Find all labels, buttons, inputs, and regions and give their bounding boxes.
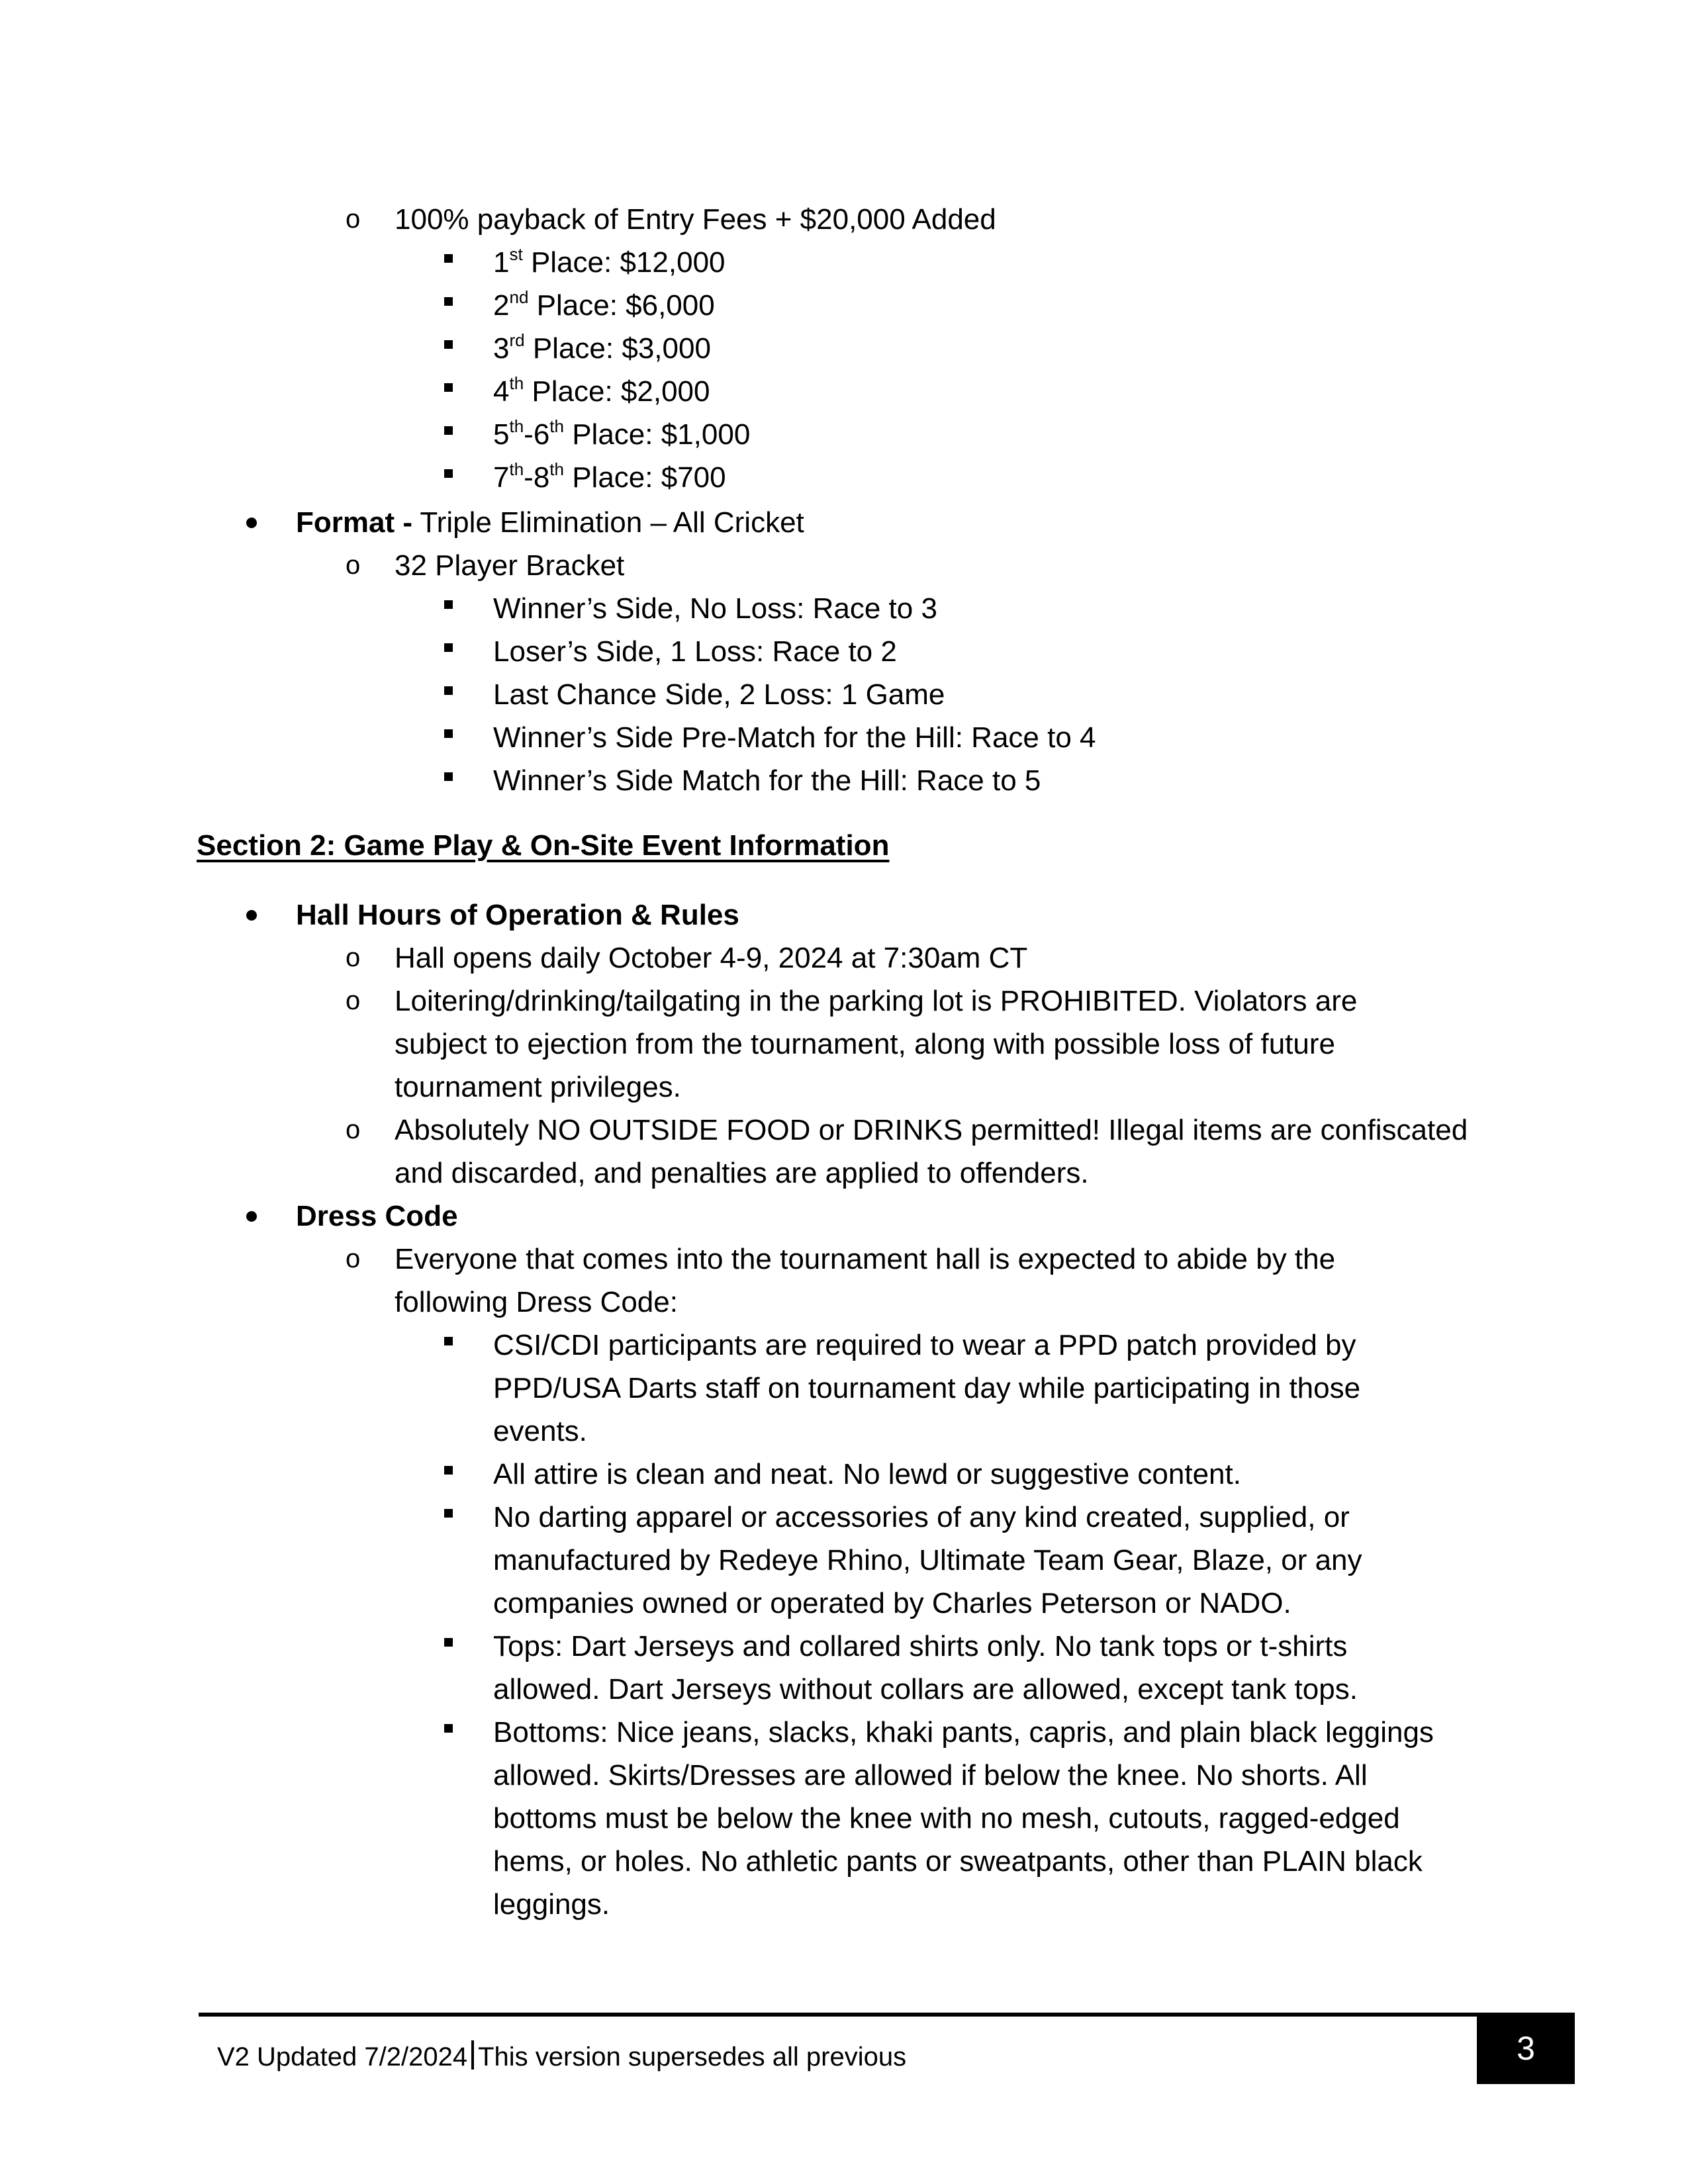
page-number: 3 [1477, 2013, 1575, 2084]
square-bullet-icon [444, 297, 453, 306]
dress-intro: Everyone that comes into the tournament hall is expected to abide by the [395, 1243, 1336, 1275]
place-text: 3rd Place: $3,000 [493, 330, 711, 365]
square-bullet-icon [444, 383, 453, 392]
list-item-continuation: companies owned or operated by Charles Peterson or NADO. [493, 1587, 1291, 1619]
section-heading: Section 2: Game Play & On-Site Event Information [197, 829, 890, 862]
circle-bullet-icon: o [346, 1244, 361, 1273]
list-item-continuation: and discarded, and penalties are applied to offenders. [395, 1157, 1089, 1189]
list-item-continuation: events. [493, 1415, 587, 1447]
dress-title: Dress Code [296, 1200, 458, 1232]
circle-bullet-icon: o [346, 943, 361, 972]
list-item: Absolutely NO OUTSIDE FOOD or DRINKS permitted! Illegal items are confiscated [395, 1114, 1468, 1146]
list-item: CSI/CDI participants are required to wear a PPD patch provided by [493, 1329, 1356, 1361]
disc-bullet-icon [246, 518, 257, 528]
square-bullet-icon [444, 600, 453, 609]
list-item: Winner’s Side Pre-Match for the Hill: Race to 4 [493, 721, 1096, 754]
list-item-continuation: allowed. Skirts/Dresses are allowed if below the knee. No shorts. All [493, 1759, 1368, 1792]
place-text: 7th-8th Place: $700 [493, 459, 726, 494]
square-bullet-icon [444, 1337, 453, 1345]
footer-version: V2 Updated 7/2/2024 [217, 2042, 468, 2071]
place-text: 4th Place: $2,000 [493, 373, 710, 408]
list-item-continuation: bottoms must be below the knee with no mesh, cutouts, ragged-edged [493, 1802, 1400, 1835]
list-item: Winner’s Side Match for the Hill: Race to 5 [493, 764, 1041, 797]
list-item-continuation: hems, or holes. No athletic pants or sweatpants, other than PLAIN black [493, 1845, 1423, 1878]
footer-separator [471, 2040, 474, 2070]
dress-intro-continuation: following Dress Code: [395, 1286, 678, 1318]
list-item: All attire is clean and neat. No lewd or suggestive content. [493, 1458, 1241, 1490]
footer-text [217, 2037, 906, 2077]
list-item: Loitering/drinking/tailgating in the parking lot is PROHIBITED. Violators are [395, 985, 1358, 1017]
square-bullet-icon [444, 643, 453, 652]
list-item: Tops: Dart Jerseys and collared shirts only. No tank tops or t-shirts [493, 1630, 1348, 1662]
list-item: Bottoms: Nice jeans, slacks, khaki pants, capris, and plain black leggings [493, 1716, 1434, 1749]
place-text: 5th-6th Place: $1,000 [493, 416, 751, 451]
square-bullet-icon [444, 1724, 453, 1733]
disc-bullet-icon [246, 1211, 257, 1222]
footer-divider [199, 2013, 1523, 2017]
list-item-continuation: tournament privileges. [395, 1071, 681, 1103]
list-item: No darting apparel or accessories of any kind created, supplied, or [493, 1501, 1350, 1533]
square-bullet-icon [444, 1509, 453, 1518]
hall-title: Hall Hours of Operation & Rules [296, 899, 739, 931]
square-bullet-icon [444, 340, 453, 349]
list-item-continuation: manufactured by Redeye Rhino, Ultimate Team Gear, Blaze, or any [493, 1544, 1362, 1576]
payback-header: 100% payback of Entry Fees + $20,000 Added [395, 203, 996, 236]
list-item-continuation: PPD/USA Darts staff on tournament day while participating in those [493, 1372, 1361, 1404]
list-item: Hall opens daily October 4-9, 2024 at 7:30am CT [395, 942, 1028, 974]
list-item: Winner’s Side, No Loss: Race to 3 [493, 592, 937, 625]
square-bullet-icon [444, 254, 453, 263]
list-item-continuation: allowed. Dart Jerseys without collars are allowed, except tank tops. [493, 1673, 1358, 1706]
list-item-continuation: subject to ejection from the tournament, along with possible loss of future [395, 1028, 1335, 1060]
square-bullet-icon [444, 772, 453, 781]
bracket-label: 32 Player Bracket [395, 549, 625, 582]
circle-bullet-icon: o [346, 551, 361, 580]
square-bullet-icon [444, 426, 453, 435]
square-bullet-icon [444, 1638, 453, 1647]
place-text: 1st Place: $12,000 [493, 244, 726, 279]
list-item-continuation: leggings. [493, 1888, 610, 1921]
format-line: Format - Triple Elimination – All Cricket [296, 506, 804, 539]
list-item: Last Chance Side, 2 Loss: 1 Game [493, 678, 945, 711]
square-bullet-icon [444, 686, 453, 695]
square-bullet-icon [444, 469, 453, 478]
list-item: Loser’s Side, 1 Loss: Race to 2 [493, 635, 897, 668]
place-text: 2nd Place: $6,000 [493, 287, 715, 322]
circle-bullet-icon: o [346, 1115, 361, 1144]
disc-bullet-icon [246, 910, 257, 921]
square-bullet-icon [444, 729, 453, 738]
square-bullet-icon [444, 1466, 453, 1475]
footer-note: This version supersedes all previous [478, 2042, 907, 2071]
circle-bullet-icon: o [346, 205, 361, 234]
circle-bullet-icon: o [346, 986, 361, 1015]
